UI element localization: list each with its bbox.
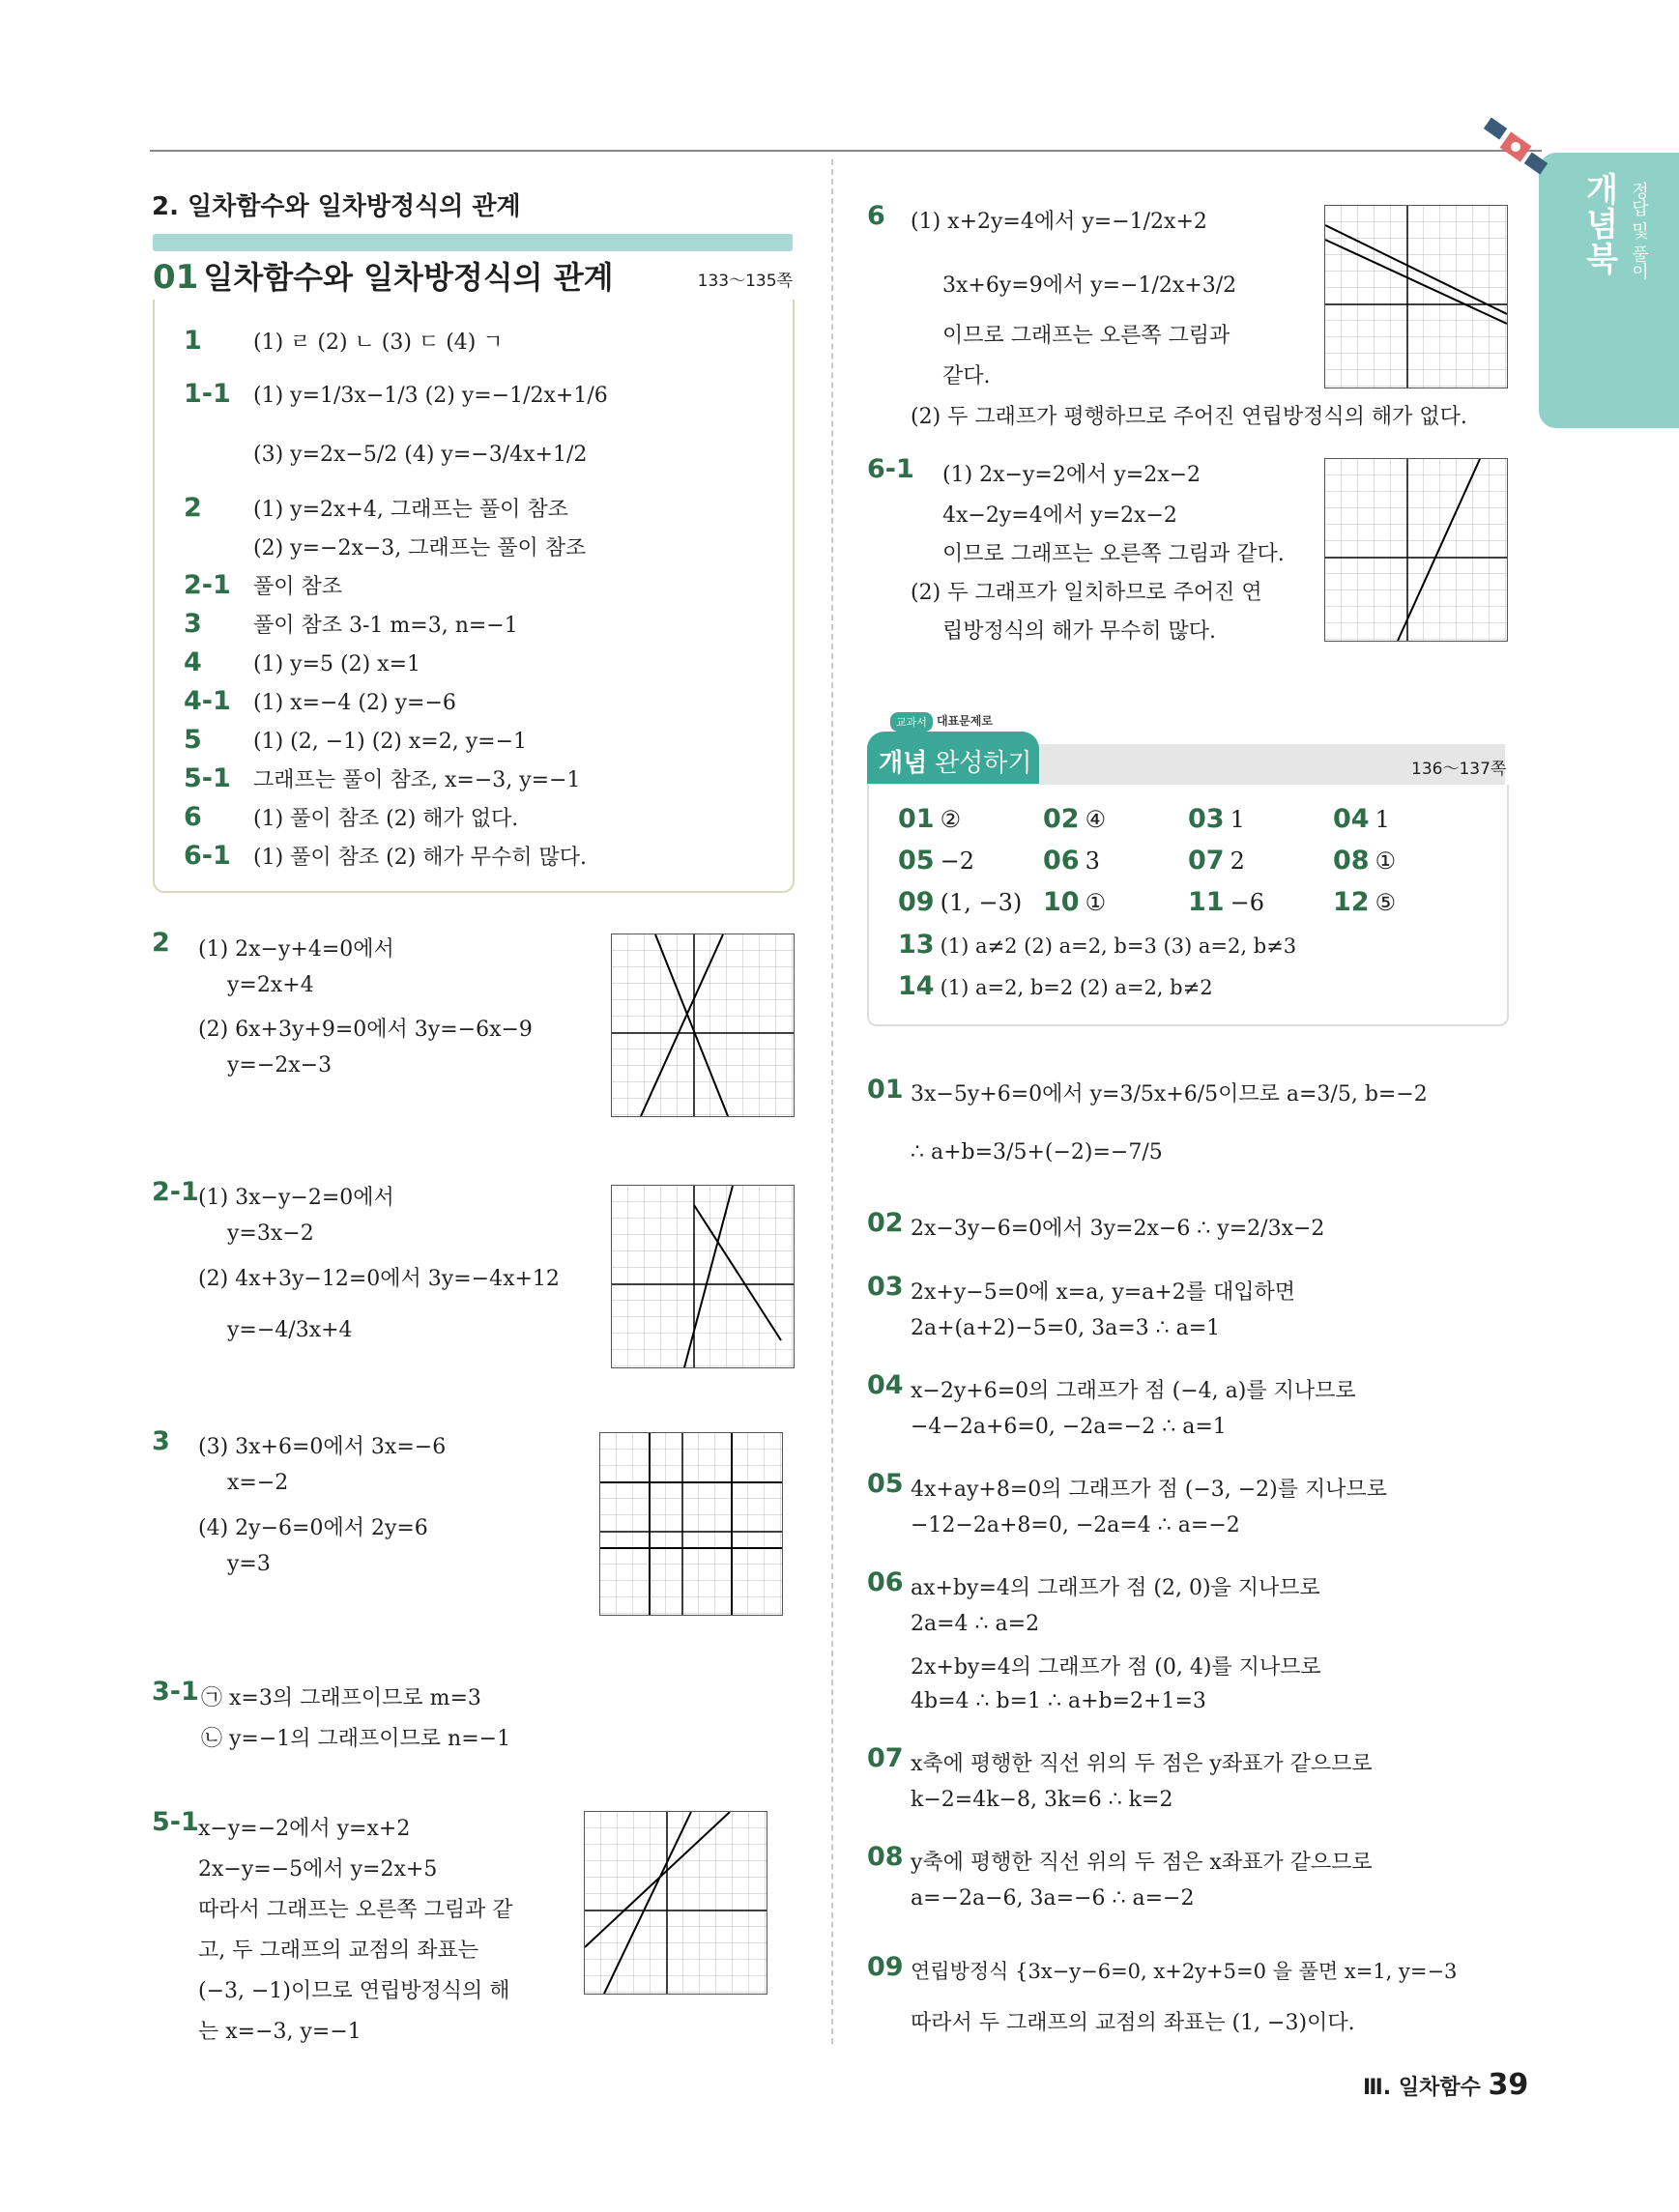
solution-line: (2) 6x+3y+9=0에서 3y=−6x−9 bbox=[198, 1018, 533, 1042]
list-item: (3) y=2x−5/2 (4) y=−3/4x+1/2 bbox=[253, 443, 588, 467]
solution-line: (1) 2x−y+4=0에서 bbox=[198, 937, 394, 962]
solution-line: 고, 두 그래프의 교점의 좌표는 bbox=[198, 1939, 478, 1963]
box1-pages: 133～135쪽 bbox=[697, 272, 793, 291]
solution-line: a=−2a−6, 3a=−6 ∴ a=−2 bbox=[911, 1886, 1195, 1910]
list-item: 02 ④ bbox=[1043, 804, 1107, 834]
solution-line: (1) 3x−y−2=0에서 bbox=[198, 1186, 394, 1210]
solution-line: x=−2 bbox=[227, 1471, 289, 1495]
solution-line: (1) 2x−y=2에서 y=2x−2 bbox=[942, 463, 1201, 487]
question-number: 6 bbox=[867, 201, 885, 231]
solution-line: ∴ a+b=3/5+(−2)=−7/5 bbox=[911, 1140, 1163, 1164]
list-item: 11 −6 bbox=[1188, 887, 1264, 917]
list-item: 10 ① bbox=[1043, 887, 1107, 917]
answer-box bbox=[153, 300, 795, 893]
question-number: 3-1 bbox=[152, 1677, 199, 1707]
list-item: 2 (1) y=2x+4, 그래프는 풀이 참조 bbox=[184, 493, 568, 523]
solution-line: y=−4/3x+4 bbox=[227, 1318, 353, 1342]
solution-line: (−3, −1)이므로 연립방정식의 해 bbox=[198, 1979, 510, 2003]
question-number: 3 bbox=[152, 1426, 170, 1456]
solution-line: (1) x+2y=4에서 y=−1/2x+2 bbox=[911, 210, 1207, 234]
list-item: 13 (1) a≠2 (2) a=2, b=3 (3) a=2, b≠3 bbox=[898, 930, 1297, 960]
list-item: 5 (1) (2, −1) (2) x=2, y=−1 bbox=[184, 725, 528, 755]
list-item: 09 (1, −3) bbox=[898, 887, 1023, 917]
list-item: 5-1 그래프는 풀이 참조, x=−3, y=−1 bbox=[184, 763, 581, 793]
solution-line: 2x+by=4의 그래프가 점 (0, 4)를 지나므로 bbox=[911, 1655, 1321, 1680]
graph-2 bbox=[611, 934, 795, 1117]
box2-badge: 교과서 대표문제로 개념 완성하기 bbox=[867, 732, 1039, 784]
list-item: 4-1 (1) x=−4 (2) y=−6 bbox=[184, 686, 456, 716]
list-item: (2) y=−2x−3, 그래프는 풀이 참조 bbox=[253, 536, 587, 560]
list-item: 1 (1) ㄹ (2) ㄴ (3) ㄷ (4) ㄱ bbox=[184, 326, 504, 356]
chapter-label: Ⅲ. 일차함수 bbox=[1363, 2076, 1481, 2100]
list-item: 07 2 bbox=[1188, 846, 1245, 876]
solution-line: 는 x=−3, y=−1 bbox=[198, 2020, 362, 2044]
solution-line: y=2x+4 bbox=[227, 973, 314, 997]
question-number: 2-1 bbox=[152, 1177, 199, 1207]
box2-pages: 136～137쪽 bbox=[1411, 760, 1507, 779]
graph-6 bbox=[1324, 205, 1508, 388]
solution-line: y=3 bbox=[227, 1552, 271, 1576]
title-band bbox=[153, 234, 793, 251]
list-item: 1-1 (1) y=1/3x−1/3 (2) y=−1/2x+1/6 bbox=[184, 379, 608, 409]
question-number: 07 bbox=[867, 1743, 904, 1773]
list-item: 14 (1) a=2, b=2 (2) a=2, b≠2 bbox=[898, 971, 1213, 1001]
question-number: 06 bbox=[867, 1567, 904, 1597]
solution-line: y=−2x−3 bbox=[227, 1053, 333, 1077]
tab-subtitle: 정답 및 풀이 bbox=[1629, 182, 1649, 280]
list-item: 4 (1) y=5 (2) x=1 bbox=[184, 647, 421, 677]
question-number: 08 bbox=[867, 1842, 904, 1872]
solution-line: ax+by=4의 그래프가 점 (2, 0)을 지나므로 bbox=[911, 1576, 1320, 1600]
solution-line: x축에 평행한 직선 위의 두 점은 y좌표가 같으므로 bbox=[911, 1752, 1373, 1776]
question-number: 04 bbox=[867, 1370, 904, 1400]
page-number: 39 bbox=[1488, 2068, 1529, 2102]
solution-line: 연립방정식 {3x−y−6=0, x+2y+5=0 을 풀면 x=1, y=−3 bbox=[911, 1960, 1458, 1983]
question-number: 03 bbox=[867, 1272, 904, 1302]
box1-header bbox=[153, 253, 793, 300]
question-number: 2 bbox=[152, 928, 170, 958]
solution-line: (2) 4x+3y−12=0에서 3y=−4x+12 bbox=[198, 1267, 560, 1291]
list-item: 06 3 bbox=[1043, 846, 1100, 876]
graph-2-1 bbox=[611, 1185, 795, 1368]
question-number: 01 bbox=[867, 1075, 904, 1105]
list-item: 08 ① bbox=[1333, 846, 1397, 876]
solution-line: 립방정식의 해가 무수히 많다. bbox=[942, 619, 1216, 644]
solution-line: 따라서 두 그래프의 교점의 좌표는 (1, −3)이다. bbox=[911, 2011, 1355, 2035]
graph-6-1 bbox=[1324, 458, 1508, 642]
box1-title: 일차함수와 일차방정식의 관계 bbox=[203, 259, 614, 296]
satellite-icon bbox=[1484, 114, 1551, 182]
solution-line: 따라서 그래프는 오른쪽 그림과 같 bbox=[198, 1898, 513, 1922]
solution-line: 3x+6y=9에서 y=−1/2x+3/2 bbox=[942, 273, 1237, 298]
question-number: 09 bbox=[867, 1952, 904, 1982]
solution-line: 4x−2y=4에서 y=2x−2 bbox=[942, 503, 1177, 528]
list-item: 6-1 (1) 풀이 참조 (2) 해가 무수히 많다. bbox=[184, 841, 588, 871]
solution-line: 2a=4 ∴ a=2 bbox=[911, 1612, 1040, 1636]
solution-line: (2) 두 그래프가 일치하므로 주어진 연 bbox=[911, 581, 1262, 605]
solution-line: 이므로 그래프는 오른쪽 그림과 같다. bbox=[942, 542, 1285, 566]
solution-line: x−y=−2에서 y=x+2 bbox=[198, 1817, 411, 1841]
list-item: 3 풀이 참조 3-1 m=3, n=−1 bbox=[184, 609, 518, 639]
question-number: 6-1 bbox=[867, 454, 914, 484]
list-item: 12 ⑤ bbox=[1333, 887, 1397, 917]
solution-line: (4) 2y−6=0에서 2y=6 bbox=[198, 1516, 428, 1540]
solution-line: ㉠ x=3의 그래프이므로 m=3 bbox=[201, 1686, 481, 1710]
solution-line: 2x+y−5=0에 x=a, y=a+2를 대입하면 bbox=[911, 1280, 1295, 1305]
solution-line: (3) 3x+6=0에서 3x=−6 bbox=[198, 1435, 447, 1459]
section-title: 2. 일차함수와 일차방정식의 관계 bbox=[152, 192, 521, 221]
solution-line: 2x−y=−5에서 y=2x+5 bbox=[198, 1857, 438, 1882]
solution-line: 이므로 그래프는 오른쪽 그림과 bbox=[942, 324, 1230, 348]
answer-grid bbox=[867, 785, 1509, 1026]
graph-3 bbox=[599, 1432, 783, 1616]
solution-line: k−2=4k−8, 3k=6 ∴ k=2 bbox=[911, 1788, 1173, 1812]
column-divider bbox=[831, 159, 833, 2044]
side-tab[interactable] bbox=[1539, 153, 1679, 428]
solution-line: −4−2a+6=0, −2a=−2 ∴ a=1 bbox=[911, 1415, 1227, 1439]
tab-title: 개념북 bbox=[1579, 172, 1618, 276]
page-footer bbox=[1363, 2068, 1528, 2102]
list-item: 05 −2 bbox=[898, 846, 974, 876]
list-item: 01 ② bbox=[898, 804, 962, 834]
list-item: 6 (1) 풀이 참조 (2) 해가 없다. bbox=[184, 802, 519, 832]
question-number: 02 bbox=[867, 1208, 904, 1238]
solution-line: 4x+ay+8=0의 그래프가 점 (−3, −2)를 지나므로 bbox=[911, 1478, 1388, 1502]
solution-line: y=3x−2 bbox=[227, 1221, 314, 1246]
solution-line: ㉡ y=−1의 그래프이므로 n=−1 bbox=[201, 1727, 511, 1751]
question-number: 5-1 bbox=[152, 1807, 199, 1837]
box1-number: 01 bbox=[153, 258, 199, 297]
solution-line: x−2y+6=0의 그래프가 점 (−4, a)를 지나므로 bbox=[911, 1379, 1356, 1403]
solution-line: 2a+(a+2)−5=0, 3a=3 ∴ a=1 bbox=[911, 1316, 1221, 1340]
list-item: 03 1 bbox=[1188, 804, 1245, 834]
list-item: 04 1 bbox=[1333, 804, 1390, 834]
solution-line: −12−2a+8=0, −2a=4 ∴ a=−2 bbox=[911, 1513, 1240, 1537]
question-number: 05 bbox=[867, 1469, 904, 1499]
solution-line: 2x−3y−6=0에서 3y=2x−6 ∴ y=2/3x−2 bbox=[911, 1217, 1325, 1241]
top-rule bbox=[150, 150, 1542, 152]
list-item: 2-1 풀이 참조 bbox=[184, 570, 343, 600]
solution-line: 같다. bbox=[942, 364, 991, 388]
solution-line: y축에 평행한 직선 위의 두 점은 x좌표가 같으므로 bbox=[911, 1851, 1373, 1875]
solution-line: 4b=4 ∴ b=1 ∴ a+b=2+1=3 bbox=[911, 1689, 1206, 1713]
solution-line: (2) 두 그래프가 평행하므로 주어진 연립방정식의 해가 없다. bbox=[911, 405, 1467, 429]
solution-line: 3x−5y+6=0에서 y=3/5x+6/5이므로 a=3/5, b=−2 bbox=[911, 1082, 1428, 1106]
graph-5-1 bbox=[584, 1811, 767, 1995]
